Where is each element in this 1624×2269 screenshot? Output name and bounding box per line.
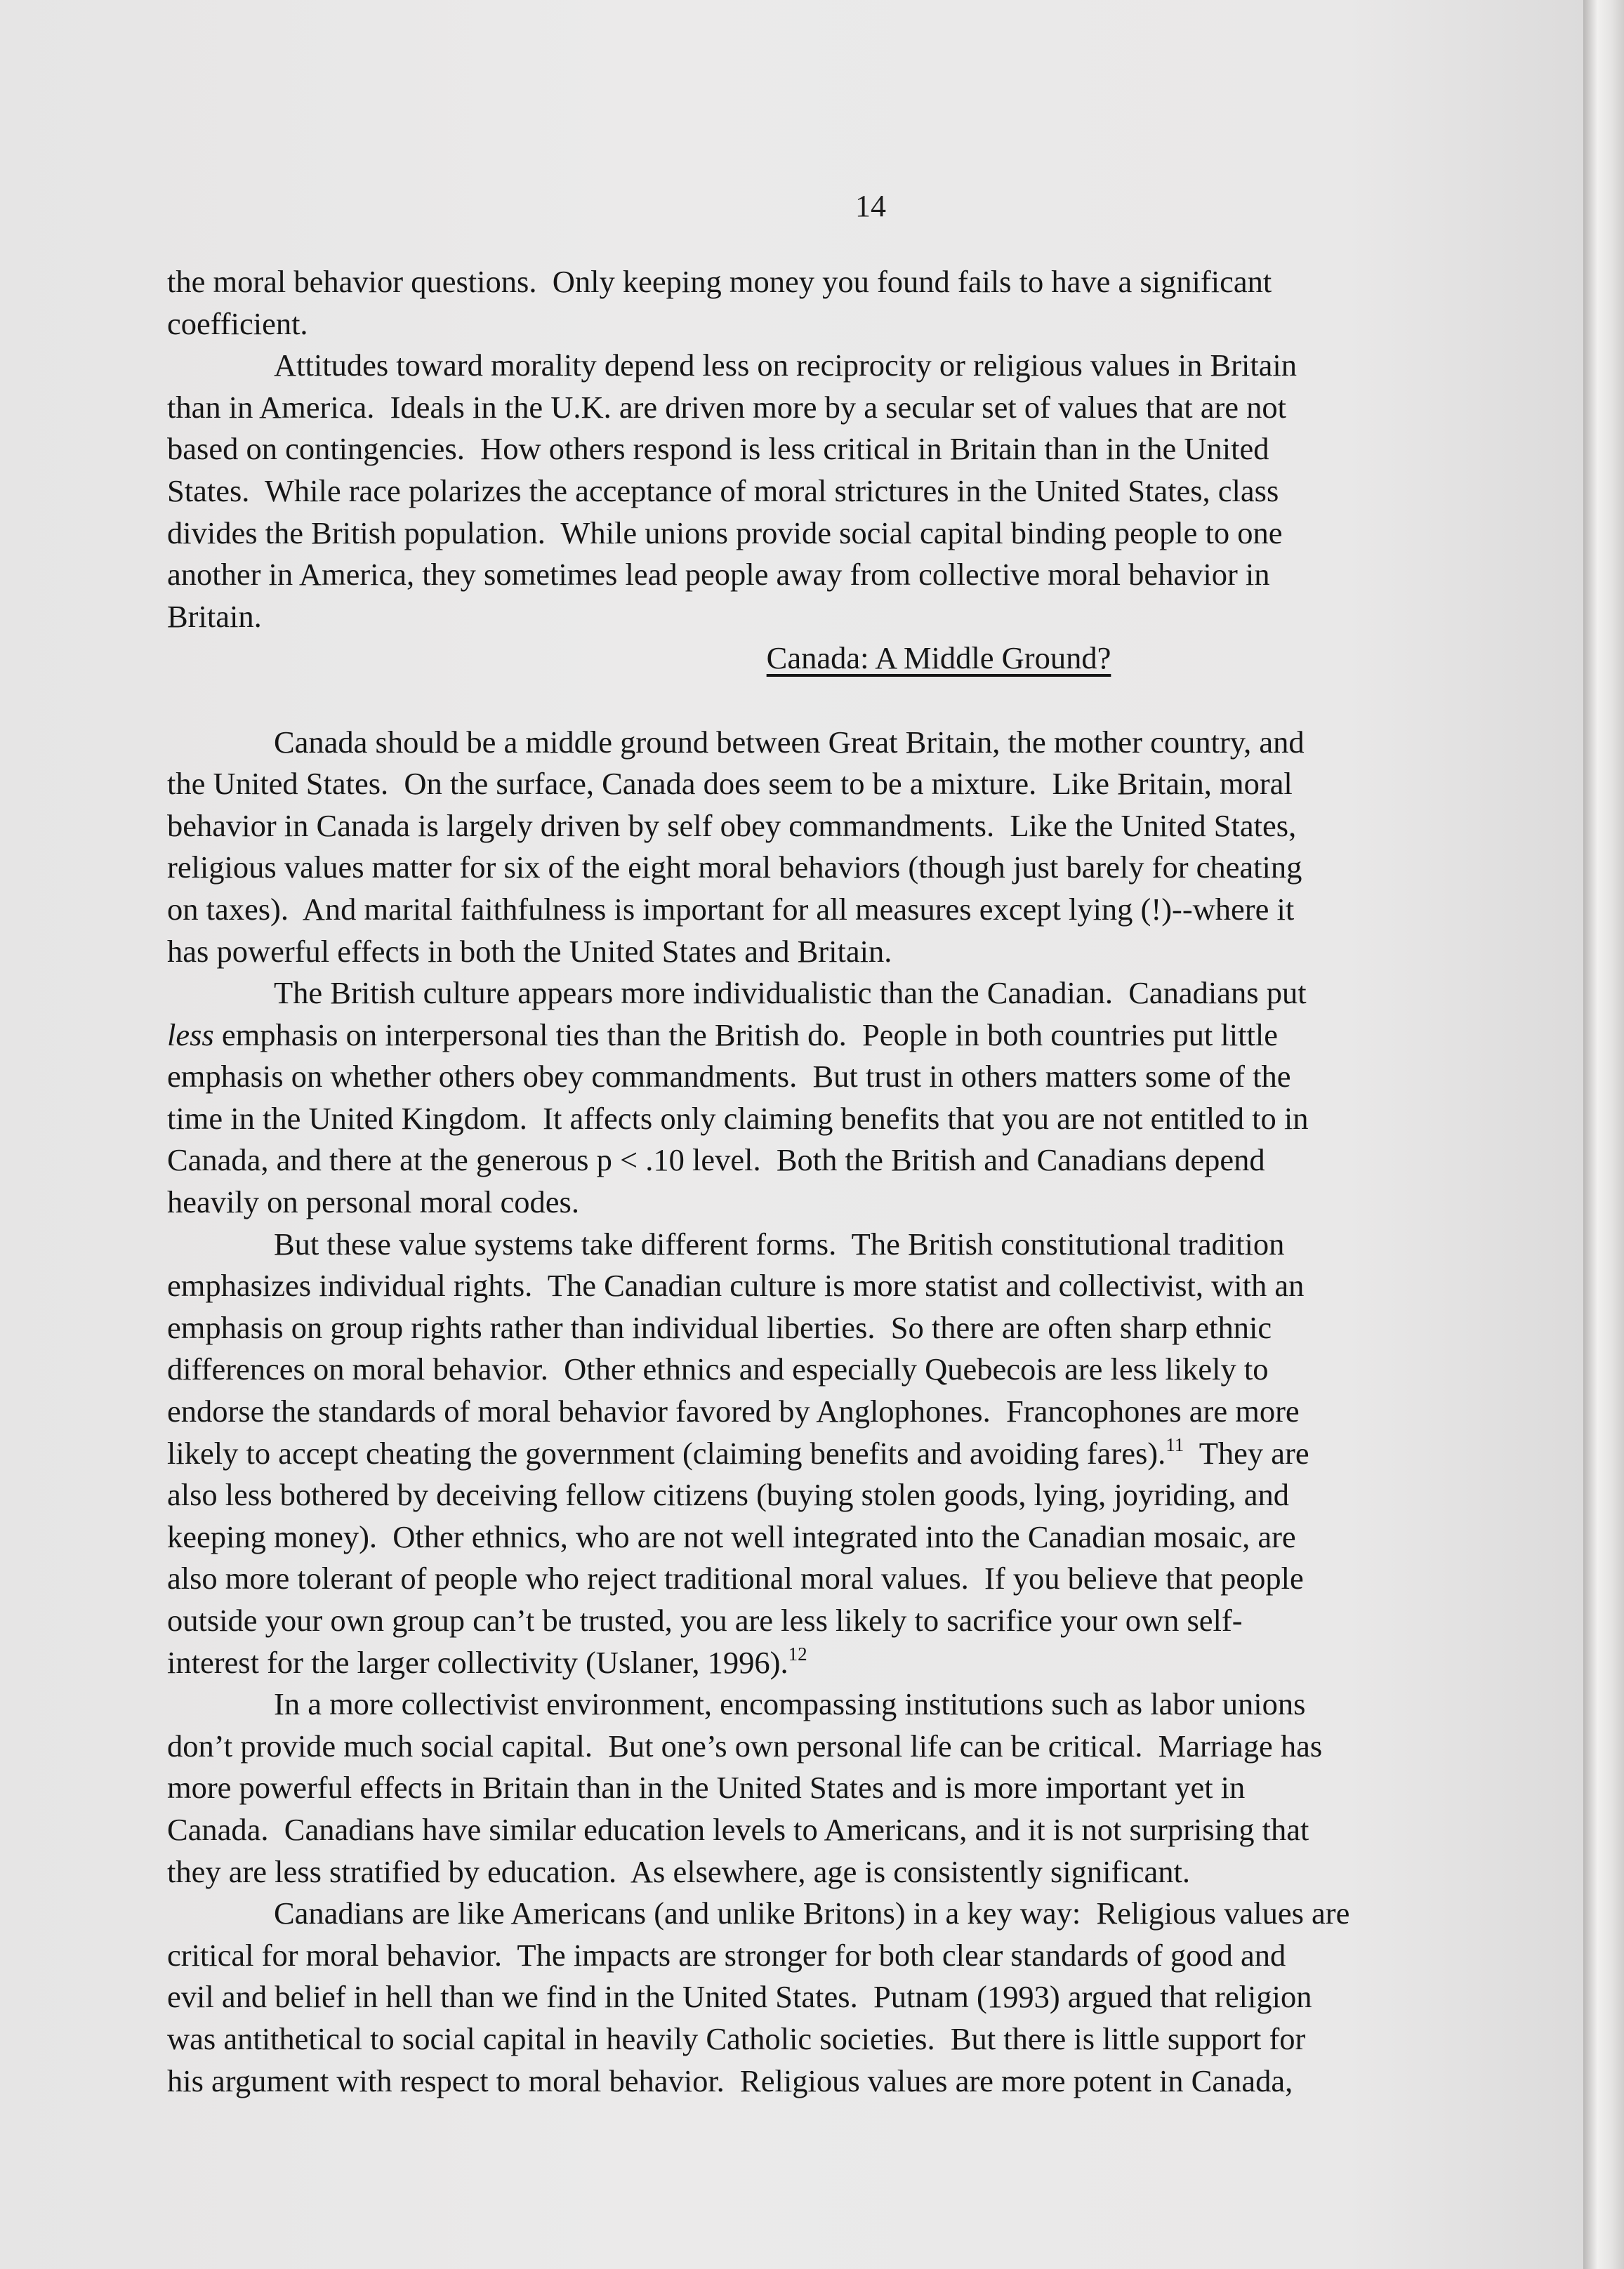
text-line: [167, 428, 1529, 470]
line-text: don’t provide much social capital. But one’s own personal life can be critical. Marriage has: [167, 1728, 1323, 1764]
text-line: [167, 387, 1529, 429]
line-text: Britain.: [167, 598, 262, 634]
line-text: has powerful effects in both the United States and Britain.: [167, 933, 892, 969]
line-text: than in America. Ideals in the U.K. are driven more by a secular set of values that are not: [167, 389, 1287, 425]
line-text: likely to accept cheating the government (claiming benefits and avoiding fares).: [167, 1435, 1166, 1471]
text-line: [167, 1139, 1529, 1182]
line-text: time in the United Kingdom. It affects only claiming benefits that you are not entitled to in: [167, 1100, 1309, 1136]
line-text: But these value systems take different forms. The British constitutional tradition: [274, 1226, 1285, 1262]
body-text: [167, 261, 1529, 2102]
line-text: they are less stratified by education. As elsewhere, age is consistently significant.: [167, 1853, 1190, 1889]
line-text: divides the British population. While unions provide social capital binding people to one: [167, 515, 1283, 550]
line-text: Canada, and there at the generous p < .10 level. Both the British and Canadians depend: [167, 1142, 1265, 1178]
line-text: emphasis on whether others obey commandments. But trust in others matters some of the: [167, 1059, 1291, 1094]
text-line: [167, 1349, 1529, 1391]
text-line: [167, 1224, 1529, 1266]
text-line: [167, 1516, 1529, 1559]
line-text: the moral behavior questions. Only keeping money you found fails to have a significant: [167, 264, 1272, 299]
line-text: religious values matter for six of the eight moral behaviors (though just barely for cheating: [167, 849, 1302, 885]
text-line: [167, 722, 1529, 764]
line-text: more powerful effects in Britain than in the United States and is more important yet in: [167, 1770, 1246, 1806]
line-text: In a more collectivist environment, encompassing institutions such as labor unions: [274, 1686, 1306, 1722]
line-text: emphasis on group rights rather than individual liberties. So there are often sharp ethnic: [167, 1309, 1272, 1345]
section-heading-line: [167, 637, 1529, 680]
text-line: [167, 1014, 1529, 1057]
text-line: [167, 1976, 1529, 2018]
section-gap: [167, 680, 1529, 722]
line-text: also more tolerant of people who reject traditional moral values. If you believe that people: [167, 1561, 1304, 1596]
line-text: emphasizes individual rights. The Canadian culture is more statist and collectivist, with an: [167, 1268, 1305, 1304]
line-text: interest for the larger collectivity (Uslaner, 1996).: [167, 1644, 788, 1680]
line-text: The British culture appears more individualistic than the Canadian. Canadians put: [274, 975, 1307, 1011]
line-text: the United States. On the surface, Canada does seem to be a mixture. Like Britain, moral: [167, 766, 1293, 802]
page-edge: [1583, 0, 1624, 2269]
text-line: [167, 1642, 1529, 1684]
text-line: [167, 1098, 1529, 1140]
line-text: differences on moral behavior. Other ethnics and especially Quebecois are less likely to: [167, 1351, 1269, 1387]
text-line: [167, 1683, 1529, 1726]
text-line: [167, 763, 1529, 805]
line-text: his argument with respect to moral behavior. Religious values are more potent in Canada,: [167, 2063, 1293, 2098]
text-line: [167, 1935, 1529, 1977]
text-line: [167, 1893, 1529, 1935]
paragraph-block-2: [167, 722, 1529, 2103]
line-text: on taxes). And marital faithfulness is important for all measures except lying (!)--where it: [167, 891, 1295, 927]
text-line: [167, 847, 1529, 889]
text-line: [167, 1307, 1529, 1349]
line-text: Canada. Canadians have similar education levels to Americans, and it is not surprising that: [167, 1811, 1309, 1847]
footnote-marker: 12: [788, 1643, 807, 1665]
text-line: [167, 972, 1529, 1014]
line-text: States. While race polarizes the acceptance of moral strictures in the United States, class: [167, 472, 1279, 508]
text-line: [167, 2060, 1529, 2103]
italic-emphasis: less: [167, 1017, 214, 1052]
text-line: [167, 470, 1529, 512]
line-text: critical for moral behavior. The impacts are stronger for both clear standards of good and: [167, 1937, 1286, 1973]
line-text: Attitudes toward morality depend less on reciprocity or religious values in Britain: [274, 348, 1298, 383]
text-line: [167, 1600, 1529, 1642]
text-line: [167, 345, 1529, 387]
text-line: [167, 303, 1529, 345]
line-text: based on contingencies. How others respond is less critical in Britain than in the United: [167, 431, 1269, 467]
line-text: was antithetical to social capital in heavily Catholic societies. But there is little support for: [167, 2020, 1306, 2056]
section-heading: Canada: A Middle Ground?: [766, 640, 1111, 676]
text-line: [167, 2018, 1529, 2060]
text-line: [167, 261, 1529, 303]
text-line: [167, 1851, 1529, 1893]
text-line: [167, 1056, 1529, 1098]
line-text: another in America, they sometimes lead people away from collective moral behavior in: [167, 557, 1270, 593]
page-number: 14: [855, 189, 886, 223]
text-line: [167, 1558, 1529, 1600]
line-text: coefficient.: [167, 305, 308, 341]
line-text: keeping money). Other ethnics, who are not well integrated into the Canadian mosaic, are: [167, 1519, 1296, 1554]
line-text: heavily on personal moral codes.: [167, 1184, 579, 1220]
line-text: Canada should be a middle ground between Great Britain, the mother country, and: [274, 724, 1305, 760]
text-line: [167, 1767, 1529, 1809]
line-text: Canadians are like Americans (and unlike Britons) in a key way: Religious values are: [274, 1896, 1350, 1931]
text-line: [167, 1391, 1529, 1433]
line-text: evil and belief in hell than we find in the United States. Putnam (1993) argued that religion: [167, 1979, 1312, 2015]
text-line: [167, 1474, 1529, 1516]
text-line: [167, 554, 1529, 596]
text-line: [167, 596, 1529, 638]
line-text: endorse the standards of moral behavior favored by Anglophones. Francophones are more: [167, 1394, 1300, 1429]
text-line: [167, 512, 1529, 555]
line-text: emphasis on interpersonal ties than the British do. People in both countries put little: [221, 1017, 1278, 1052]
text-line: [167, 931, 1529, 973]
line-text: outside your own group can’t be trusted, you are less likely to sacrifice your own self-: [167, 1603, 1243, 1638]
text-line: [167, 889, 1529, 931]
line-text: behavior in Canada is largely driven by self obey commandments. Like the United States,: [167, 807, 1297, 843]
text-line: [167, 805, 1529, 847]
line-text: also less bothered by deceiving fellow citizens (buying stolen goods, lying, joyriding, and: [167, 1477, 1290, 1513]
text-line: [167, 1265, 1529, 1307]
text-line: [167, 1726, 1529, 1768]
text-line: [167, 1182, 1529, 1224]
line-text-after: They are: [1184, 1435, 1309, 1471]
text-line: [167, 1809, 1529, 1851]
footnote-marker: 11: [1166, 1434, 1184, 1455]
paragraph-block-1: [167, 261, 1529, 637]
text-line: [167, 1433, 1529, 1475]
